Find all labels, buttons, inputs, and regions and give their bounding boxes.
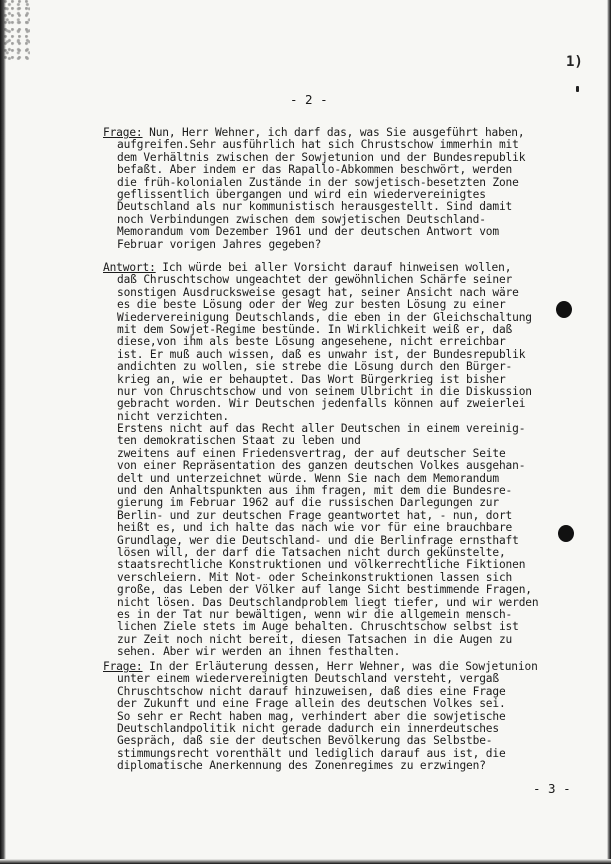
line-text: gebracht worden. Wir Deutschen jedenfalls können auf zweierlei (117, 397, 526, 411)
line-text: delt und unterzeichnet würde. Wenn Sie nach dem Memorandum (117, 471, 499, 485)
line-text: große, das Leben der Völker auf lange Sicht bestimmende Fragen, (117, 583, 532, 597)
scan-edge-right (607, 0, 611, 864)
line-text: stimmungsrecht vorenthält und lediglich darauf aus ist, die (117, 746, 506, 760)
next-page-marker: - 3 - (533, 781, 571, 796)
line-text: staatsrechtliche Konstruktionen und völkerrechtliche Fiktionen (117, 558, 526, 572)
scan-speckle (4, 0, 30, 60)
line-text: Erstens nicht auf das Recht aller Deutschen in einem vereinig- (117, 422, 526, 436)
question-paragraph (103, 127, 593, 251)
answer-paragraph (103, 262, 593, 659)
speaker-label: Frage: (103, 660, 143, 673)
line-text: Wiedervereinigung Deutschlands, die eben in der Gleichschaltung (117, 310, 532, 324)
line-text: diplomatische Anerkennung des Zonenregimes zu erzwingen? (117, 759, 486, 773)
line-text: aufgreifen.Sehr ausführlich hat sich Chrustschow immerhin mit (117, 138, 519, 152)
line-text: sonstigen Ausdrucksweise gesagt hat, seiner Ansicht nach wäre (117, 285, 519, 299)
line-text: geflissentlich übergangen und wird ein wiedervereinigtes (117, 187, 486, 201)
line-text: Memorandum vom Dezember 1961 und der deutschen Antwort vom (117, 225, 499, 239)
scan-edge-left (0, 0, 6, 864)
line-text: noch Verbindungen zwischen dem sowjetischen Deutschland- (117, 212, 486, 226)
paragraph-line (117, 646, 593, 658)
line-text: es die beste Lösung oder der Weg zur besten Lösung zu einer (117, 298, 506, 312)
scan-edge-bottom (0, 859, 611, 864)
speaker-label: Antwort: (103, 261, 156, 274)
line-text: nicht lösen. Das Deutschlandproblem liegt tiefer, und wir werden (117, 595, 539, 609)
line-text: Ich würde bei aller Vorsicht darauf hinweisen wollen, (162, 261, 512, 274)
line-text: gierung im Februar 1962 auf die russischen Darlegungen zur (117, 496, 499, 510)
line-text: heißt es, und ich halte das nach wie vor für eine brauchbare (117, 521, 513, 535)
line-text: lösen will, der darf die Tatsachen nicht durch gekünstelte, (117, 545, 506, 559)
line-text: Grundlage, wer die Deutschland- und die Berlinfrage ernsthaft (117, 533, 519, 547)
question-paragraph (103, 661, 593, 773)
line-text: verschleiern. Mit Not- oder Scheinkonstruktionen lassen sich (117, 570, 513, 584)
line-text: ist. Er muß auch wissen, daß es unwahr ist, der Bundesrepublik (117, 347, 526, 361)
line-text: In der Erläuterung dessen, Herr Wehner, was die Sowjetunion (149, 660, 538, 673)
line-text: Chruschtschow nicht darauf hinzuweisen, daß dies eine Frage (117, 684, 506, 698)
paragraph-line (117, 239, 593, 251)
page-number: - 2 - (290, 92, 328, 107)
line-text: Berlin- und zur deutschen Frage geantwortet hat, - nun, dort (117, 508, 513, 522)
line-text: lichen Ziele stets im Auge behalten. Chruschtschow selbst ist (117, 620, 519, 634)
line-text: daß Chruschtschow ungeachtet der gewöhnlichen Schärfe seiner (117, 273, 513, 287)
line-text: ten demokratischen Staat zu leben und (117, 434, 361, 448)
line-text: nicht verzichten. (117, 409, 229, 423)
corner-mark: 1) (566, 54, 583, 70)
line-text: zur Zeit noch nicht bereit, diesen Tatsachen in die Augen zu (117, 632, 513, 646)
line-text: Gespräch, daß sie der deutschen Bevölkerung das Selbstbe- (117, 734, 493, 748)
line-text: es in der Tat nur bewältigen, wenn wir die allgemein mensch- (117, 607, 513, 621)
line-text: krieg an, wie er behauptet. Das Wort Bürgerkrieg ist bisher (117, 372, 506, 386)
corner-dot (576, 86, 579, 92)
line-text: So sehr er Recht haben mag, verhindert aber die sowjetische (117, 709, 506, 723)
line-text: dem Verhältnis zwischen der Sowjetunion und der Bundesrepublik (117, 150, 526, 164)
line-text: Nun, Herr Wehner, ich darf das, was Sie ausgeführt haben, (149, 126, 525, 139)
line-text: mit dem Sowjet-Regime bestünde. In Wirklichkeit weiß er, daß (117, 322, 513, 336)
line-text: die früh-kolonialen Zustände in der sowjetisch-besetzten Zone (117, 175, 519, 189)
line-text: Februar vorigen Jahres gegeben? (117, 237, 322, 251)
paragraph-line (117, 760, 593, 772)
line-text: Deutschlandpolitik nicht gerade dadurch ein innerdeutsches (117, 721, 499, 735)
line-text: Deutschland als nur kommunistisch herausgestellt. Sind damit (117, 200, 513, 214)
line-text: diese,von ihm als beste Lösung angesehene, nicht erreichbar (117, 335, 506, 349)
line-text: von einer Repräsentation des ganzen deutschen Volkes ausgehan- (117, 459, 526, 473)
line-text: der Zukunft und eine Frage allein des deutschen Volkes sei. (117, 697, 506, 711)
line-text: unter einem wiedervereinigten Deutschland versteht, vergaß (117, 672, 499, 686)
line-text: nur von Chruschtschow und von seinem Ulbricht in die Diskussion (117, 384, 532, 398)
line-text: und den Anhaltspunkten aus ihm fragen, mit dem die Bundesre- (117, 484, 513, 498)
line-text: zweitens auf einen Friedensvertrag, der auf deutscher Seite (117, 446, 506, 460)
line-text: andichten zu wollen, sie strebe die Lösung durch den Bürger- (117, 360, 513, 374)
line-text: befaßt. Aber indem er das Rapallo-Abkommen beschwört, werden (117, 163, 513, 177)
line-text: sehen. Aber wir werden an ihnen festhalten. (117, 645, 401, 659)
speaker-label: Frage: (103, 126, 143, 139)
